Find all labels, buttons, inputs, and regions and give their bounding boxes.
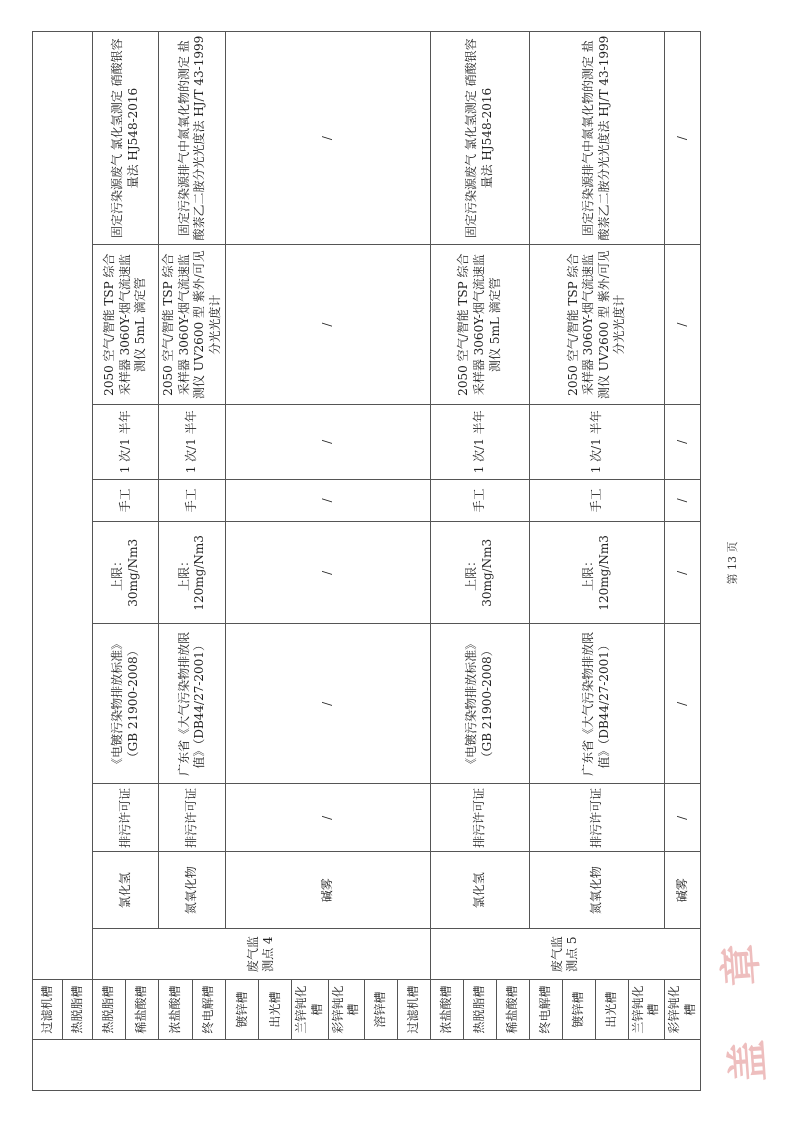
instrument-cell: / xyxy=(226,245,430,405)
limit-cell: 上限：30mg/Nm3 xyxy=(430,522,529,624)
limit-cell: / xyxy=(664,522,700,624)
limit-cell: 上限：30mg/Nm3 xyxy=(93,522,159,624)
mode-cell: / xyxy=(226,479,430,522)
process-cell: 兰锌钝化槽 xyxy=(292,980,328,1040)
process-cell: 彩锌钝化槽 xyxy=(664,980,700,1040)
mode-cell: / xyxy=(664,479,700,522)
method-cell: 固定污染源排气中氮氧化物的测定 盐酸萘乙二胺分光光度法 HJ/T 43-1999 xyxy=(529,32,664,245)
basis-cell: / xyxy=(664,784,700,852)
process-cell: 出光槽 xyxy=(259,980,292,1040)
process-cell: 热脱脂槽 xyxy=(63,980,93,1040)
process-cell: 过滤机槽 xyxy=(397,980,430,1040)
limit-cell: 上限：120mg/Nm3 xyxy=(529,522,664,624)
table-row xyxy=(93,32,126,1091)
instrument-cell: 2050 空气/智能 TSP 综合采样器 3060Y-烟气流速监测仪 UV2600 型 紫外/可见分光光度计 xyxy=(159,245,226,405)
basis-cell: 排污许可证 xyxy=(430,784,529,852)
limit-cell: / xyxy=(226,522,430,624)
red-stamp-watermark: 盖 章 xyxy=(713,922,774,1084)
mode-cell: 手工 xyxy=(93,479,159,522)
pollutant-cell: 氮氧化物 xyxy=(159,852,226,929)
process-cell: 稀盐酸槽 xyxy=(496,980,529,1040)
process-cell: 溶锌槽 xyxy=(364,980,397,1040)
blank-left-cell xyxy=(33,1039,701,1090)
pollutant-cell: 氯化氢 xyxy=(430,852,529,929)
frequency-cell: / xyxy=(664,405,700,480)
monitoring-point-cell: 废气监测点 4 xyxy=(93,929,431,980)
process-cell: 热脱脂槽 xyxy=(463,980,496,1040)
frequency-cell: 1 次/1 半年 xyxy=(159,405,226,480)
process-cell: 稀盐酸槽 xyxy=(126,980,159,1040)
standard-cell: / xyxy=(664,624,700,784)
mode-cell: 手工 xyxy=(529,479,664,522)
table-row xyxy=(33,32,63,1091)
basis-cell: 排污许可证 xyxy=(93,784,159,852)
frequency-cell: 1 次/1 半年 xyxy=(430,405,529,480)
process-cell: 浓盐酸槽 xyxy=(430,980,463,1040)
method-cell: / xyxy=(664,32,700,245)
process-cell: 镀锌槽 xyxy=(562,980,595,1040)
standard-cell: / xyxy=(226,624,430,784)
process-cell: 浓盐酸槽 xyxy=(159,980,193,1040)
process-cell: 终电解槽 xyxy=(529,980,562,1040)
basis-cell: / xyxy=(226,784,430,852)
monitoring-point-cell: 废气监测点 5 xyxy=(430,929,700,980)
process-cell: 过滤机槽 xyxy=(33,980,63,1040)
method-cell: / xyxy=(226,32,430,245)
pollutant-cell: 氮氧化物 xyxy=(529,852,664,929)
standard-cell: 广东省《大气污染物排放限值》（DB44/27-2001） xyxy=(529,624,664,784)
process-cell: 彩锌钝化槽 xyxy=(328,980,364,1040)
instrument-cell: 2050 空气/智能 TSP 综合采样器 3060Y-烟气流速监测仪 5mL 滴定管 xyxy=(430,245,529,405)
frequency-cell: / xyxy=(226,405,430,480)
pollutant-cell: 碱雾 xyxy=(664,852,700,929)
frequency-cell: 1 次/1 半年 xyxy=(93,405,159,480)
blank-top-cell xyxy=(33,32,93,980)
method-cell: 固定污染源废气 氯化氢测定 硝酸银容量法 HJ548-2016 xyxy=(430,32,529,245)
process-cell: 镀锌槽 xyxy=(226,980,259,1040)
method-cell: 固定污染源排气中氮氧化物的测定 盐酸萘乙二胺分光光度法 HJ/T 43-1999 xyxy=(159,32,226,245)
frequency-cell: 1 次/1 半年 xyxy=(529,405,664,480)
monitoring-table xyxy=(32,31,701,1091)
basis-cell: 排污许可证 xyxy=(529,784,664,852)
mode-cell: 手工 xyxy=(159,479,226,522)
instrument-cell: 2050 空气/智能 TSP 综合采样器 3060Y-烟气流速监测仪 5mL 滴定管 xyxy=(93,245,159,405)
limit-cell: 上限：120mg/Nm3 xyxy=(159,522,226,624)
instrument-cell: / xyxy=(664,245,700,405)
method-cell: 固定污染源废气 氯化氢测定 硝酸银容量法 HJ548-2016 xyxy=(93,32,159,245)
basis-cell: 排污许可证 xyxy=(159,784,226,852)
standard-cell: 《电镀污染物排放标准》（GB 21900-2008） xyxy=(93,624,159,784)
page-number: 第 13 页 xyxy=(726,541,739,585)
pollutant-cell: 碱雾 xyxy=(226,852,430,929)
instrument-cell: 2050 空气/智能 TSP 综合采样器 3060Y-烟气流速监测仪 UV2600 型 紫外/可见分光光度计 xyxy=(529,245,664,405)
standard-cell: 广东省《大气污染物排放限值》（DB44/27-2001） xyxy=(159,624,226,784)
mode-cell: 手工 xyxy=(430,479,529,522)
process-cell: 热脱脂槽 xyxy=(93,980,126,1040)
standard-cell: 《电镀污染物排放标准》（GB 21900-2008） xyxy=(430,624,529,784)
table-row xyxy=(430,32,463,1091)
pollutant-cell: 氯化氢 xyxy=(93,852,159,929)
process-cell: 出光槽 xyxy=(595,980,628,1040)
process-cell: 兰锌钝化槽 xyxy=(628,980,664,1040)
process-cell: 终电解槽 xyxy=(192,980,226,1040)
